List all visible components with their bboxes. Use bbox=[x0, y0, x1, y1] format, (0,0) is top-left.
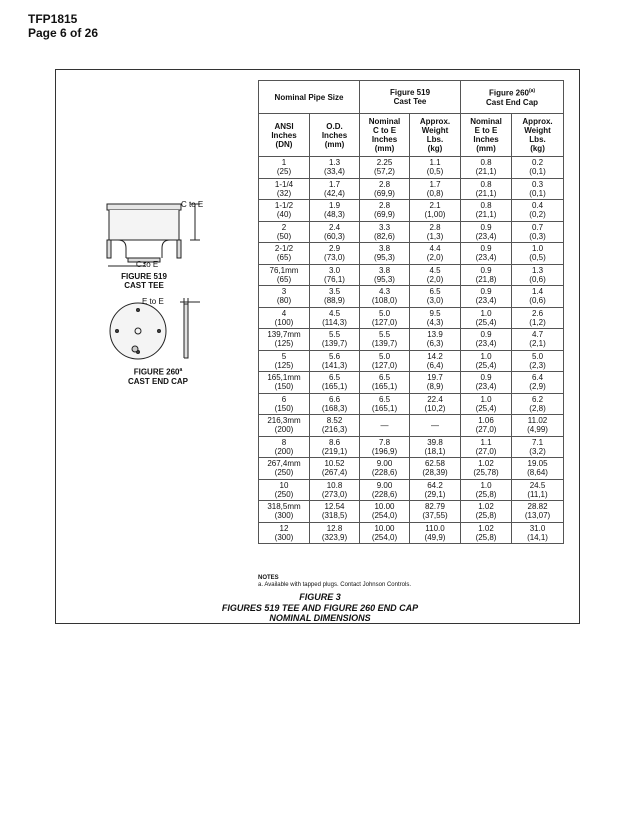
table-cell: 1.0 (25,4) bbox=[461, 350, 512, 372]
table-row bbox=[259, 522, 564, 544]
table-cell: — bbox=[360, 415, 410, 437]
table-cell: 8 (200) bbox=[259, 436, 310, 458]
group-header-figure-519: Figure 519 Cast Tee bbox=[360, 81, 461, 114]
table-cell: 6 (150) bbox=[259, 393, 310, 415]
table-cell: 0.8 (21,1) bbox=[461, 200, 512, 222]
table-cell: 5.0 (127,0) bbox=[360, 307, 410, 329]
table-cell: 139,7mm (125) bbox=[259, 329, 310, 351]
table-cell: 5.0 (127,0) bbox=[360, 350, 410, 372]
table-cell: 24.5 (11,1) bbox=[512, 479, 564, 501]
table-cell: 3.0 (76,1) bbox=[310, 264, 360, 286]
column-header: Approx. Weight Lbs. (kg) bbox=[410, 114, 461, 157]
table-cell: 0.9 (23,4) bbox=[461, 286, 512, 308]
table-cell: 0.9 (23,4) bbox=[461, 329, 512, 351]
table-cell: 6.5 (165,1) bbox=[310, 372, 360, 394]
table-cell: 14.2 (6,4) bbox=[410, 350, 461, 372]
table-row bbox=[259, 286, 564, 308]
sub-header-row bbox=[259, 114, 564, 157]
table-cell: 7.1 (3,2) bbox=[512, 436, 564, 458]
table-cell: 8.52 (216,3) bbox=[310, 415, 360, 437]
table-cell: 5.6 (141,3) bbox=[310, 350, 360, 372]
table-cell: 1.0 (25,4) bbox=[461, 307, 512, 329]
table-cell: 318,5mm (300) bbox=[259, 501, 310, 523]
table-row bbox=[259, 221, 564, 243]
table-cell: 10.00 (254,0) bbox=[360, 501, 410, 523]
table-cell: 2.9 (73,0) bbox=[310, 243, 360, 265]
table-cell: 12 (300) bbox=[259, 522, 310, 544]
table-cell: 2.1 (1,00) bbox=[410, 200, 461, 222]
table-cell: 4.3 (108,0) bbox=[360, 286, 410, 308]
table-cell: 1.9 (48,3) bbox=[310, 200, 360, 222]
column-header: Nominal C to E Inches (mm) bbox=[360, 114, 410, 157]
table-cell: 2.8 (69,9) bbox=[360, 200, 410, 222]
cap-dim: E to E bbox=[142, 297, 164, 306]
table-body bbox=[259, 157, 564, 544]
table-cell: 62.58 (28,39) bbox=[410, 458, 461, 480]
table-cell: 28.82 (13,07) bbox=[512, 501, 564, 523]
tee-dim-vertical: C to E bbox=[181, 200, 204, 209]
table-cell: 1.7 (42,4) bbox=[310, 178, 360, 200]
table-cell: 3 (80) bbox=[259, 286, 310, 308]
table-cell: 6.5 (3,0) bbox=[410, 286, 461, 308]
table-cell: 4.5 (114,3) bbox=[310, 307, 360, 329]
group-header-pipe-size: Nominal Pipe Size bbox=[259, 81, 360, 114]
table-cell: 10 (250) bbox=[259, 479, 310, 501]
table-cell: 9.00 (228,6) bbox=[360, 479, 410, 501]
table-row bbox=[259, 157, 564, 179]
table-cell: 5.0 (2,3) bbox=[512, 350, 564, 372]
column-header: O.D. Inches (mm) bbox=[310, 114, 360, 157]
table-cell: 10.52 (267,4) bbox=[310, 458, 360, 480]
table-cell: 4 (100) bbox=[259, 307, 310, 329]
table-row bbox=[259, 458, 564, 480]
table-cell: 2.8 (1,3) bbox=[410, 221, 461, 243]
table-cell: 31.0 (14,1) bbox=[512, 522, 564, 544]
table-cell: 1.06 (27,0) bbox=[461, 415, 512, 437]
tee-figure-label: FIGURE 519 CAST TEE bbox=[121, 272, 167, 290]
table-cell: 9.5 (4,3) bbox=[410, 307, 461, 329]
table-cell: 1.0 (25,8) bbox=[461, 479, 512, 501]
page-number: Page 6 of 26 bbox=[28, 26, 99, 40]
table-cell: 216,3mm (200) bbox=[259, 415, 310, 437]
table-cell: 3.8 (95,3) bbox=[360, 264, 410, 286]
table-cell: 10.8 (273,0) bbox=[310, 479, 360, 501]
table-row bbox=[259, 436, 564, 458]
table-cell: 6.4 (2,9) bbox=[512, 372, 564, 394]
table-cell: 7.8 (196,9) bbox=[360, 436, 410, 458]
table-cell: 1.3 (33,4) bbox=[310, 157, 360, 179]
table-row bbox=[259, 243, 564, 265]
table-row bbox=[259, 393, 564, 415]
table-cell: 165,1mm (150) bbox=[259, 372, 310, 394]
table-cell: 0.4 (0,2) bbox=[512, 200, 564, 222]
table-cell: 10.00 (254,0) bbox=[360, 522, 410, 544]
table-cell: 6.6 (168,3) bbox=[310, 393, 360, 415]
table-row bbox=[259, 264, 564, 286]
table-cell: 82.79 (37,55) bbox=[410, 501, 461, 523]
table-cell: 2 (50) bbox=[259, 221, 310, 243]
notes: NOTES a. Available with tapped plugs. Contact Johnson Controls. bbox=[258, 575, 411, 588]
table-cell: 0.9 (23,4) bbox=[461, 372, 512, 394]
table-row bbox=[259, 329, 564, 351]
table-cell: 22.4 (10,2) bbox=[410, 393, 461, 415]
table-row bbox=[259, 307, 564, 329]
table-cell: 3.8 (95,3) bbox=[360, 243, 410, 265]
table-cell: 0.2 (0,1) bbox=[512, 157, 564, 179]
table-cell: 1.0 (25,4) bbox=[461, 393, 512, 415]
table-cell: 19.05 (8,64) bbox=[512, 458, 564, 480]
table-cell: 19.7 (8,9) bbox=[410, 372, 461, 394]
table-row bbox=[259, 501, 564, 523]
table-cell: 9.00 (228,6) bbox=[360, 458, 410, 480]
tee-dim-horizontal: C to E bbox=[136, 260, 159, 269]
table-cell: 1.02 (25,8) bbox=[461, 522, 512, 544]
table-cell: 3.5 (88,9) bbox=[310, 286, 360, 308]
table-cell: 0.3 (0,1) bbox=[512, 178, 564, 200]
table-cell: 0.9 (23,4) bbox=[461, 221, 512, 243]
doc-id: TFP1815 bbox=[28, 12, 78, 26]
cap-figure-label: FIGURE 260$^a$ CAST END CAP bbox=[127, 367, 188, 386]
table-cell: 4.4 (2,0) bbox=[410, 243, 461, 265]
table-cell: 13.9 (6,3) bbox=[410, 329, 461, 351]
table-row bbox=[259, 350, 564, 372]
table-cell: 110.0 (49,9) bbox=[410, 522, 461, 544]
table-cell: 1.3 (0,6) bbox=[512, 264, 564, 286]
table-cell: 64.2 (29,1) bbox=[410, 479, 461, 501]
table-cell: 12.8 (323,9) bbox=[310, 522, 360, 544]
page-header bbox=[28, 12, 98, 40]
column-header: Approx. Weight Lbs. (kg) bbox=[512, 114, 564, 157]
table-cell: 2.25 (57,2) bbox=[360, 157, 410, 179]
table-row bbox=[259, 415, 564, 437]
table-cell: 1 (25) bbox=[259, 157, 310, 179]
end-cap-drawing bbox=[108, 296, 208, 366]
table-cell: 267,4mm (250) bbox=[259, 458, 310, 480]
column-header: ANSI Inches (DN) bbox=[259, 114, 310, 157]
table-cell: 39.8 (18,1) bbox=[410, 436, 461, 458]
table-cell: 5.5 (139,7) bbox=[310, 329, 360, 351]
table-row bbox=[259, 178, 564, 200]
table-cell: 0.8 (21,1) bbox=[461, 157, 512, 179]
table-row bbox=[259, 372, 564, 394]
table-cell: 0.8 (21,1) bbox=[461, 178, 512, 200]
table-cell: 1-1/2 (40) bbox=[259, 200, 310, 222]
table-cell: 12.54 (318,5) bbox=[310, 501, 360, 523]
table-cell: 3.3 (82,6) bbox=[360, 221, 410, 243]
table-cell: 8.6 (219,1) bbox=[310, 436, 360, 458]
table-cell: 1.1 (27,0) bbox=[461, 436, 512, 458]
dimensions-table bbox=[258, 80, 564, 544]
table-cell: 6.2 (2,8) bbox=[512, 393, 564, 415]
column-header: Nominal E to E Inches (mm) bbox=[461, 114, 512, 157]
table-cell: 2-1/2 (65) bbox=[259, 243, 310, 265]
table-cell: 2.4 (60,3) bbox=[310, 221, 360, 243]
table-cell: 1.02 (25,8) bbox=[461, 501, 512, 523]
table-cell: 1.7 (0,8) bbox=[410, 178, 461, 200]
table-cell: 1.4 (0,6) bbox=[512, 286, 564, 308]
table-cell: 4.7 (2,1) bbox=[512, 329, 564, 351]
table-cell: 4.5 (2,0) bbox=[410, 264, 461, 286]
table-cell: 2.6 (1,2) bbox=[512, 307, 564, 329]
table-cell: 1.0 (0,5) bbox=[512, 243, 564, 265]
table-row bbox=[259, 200, 564, 222]
table-cell: 0.9 (21,8) bbox=[461, 264, 512, 286]
table-cell: 5 (125) bbox=[259, 350, 310, 372]
group-header-figure-260: Figure 260$^{(a)}$ Cast End Cap bbox=[461, 81, 564, 114]
table-cell: 1.02 (25,78) bbox=[461, 458, 512, 480]
table-cell: — bbox=[410, 415, 461, 437]
table-cell: 1-1/4 (32) bbox=[259, 178, 310, 200]
table-cell: 2.8 (69,9) bbox=[360, 178, 410, 200]
table-cell: 5.5 (139,7) bbox=[360, 329, 410, 351]
table-cell: 6.5 (165,1) bbox=[360, 372, 410, 394]
figure-caption: FIGURE 3 FIGURES 519 TEE AND FIGURE 260 END CAP NOMINAL DIMENSIONS bbox=[221, 592, 419, 623]
table-cell: 1.1 (0,5) bbox=[410, 157, 461, 179]
table-cell: 76,1mm (65) bbox=[259, 264, 310, 286]
table-cell: 6.5 (165,1) bbox=[360, 393, 410, 415]
table-cell: 0.7 (0,3) bbox=[512, 221, 564, 243]
table-cell: 11.02 (4,99) bbox=[512, 415, 564, 437]
table-cell: 0.9 (23,4) bbox=[461, 243, 512, 265]
table-row bbox=[259, 479, 564, 501]
